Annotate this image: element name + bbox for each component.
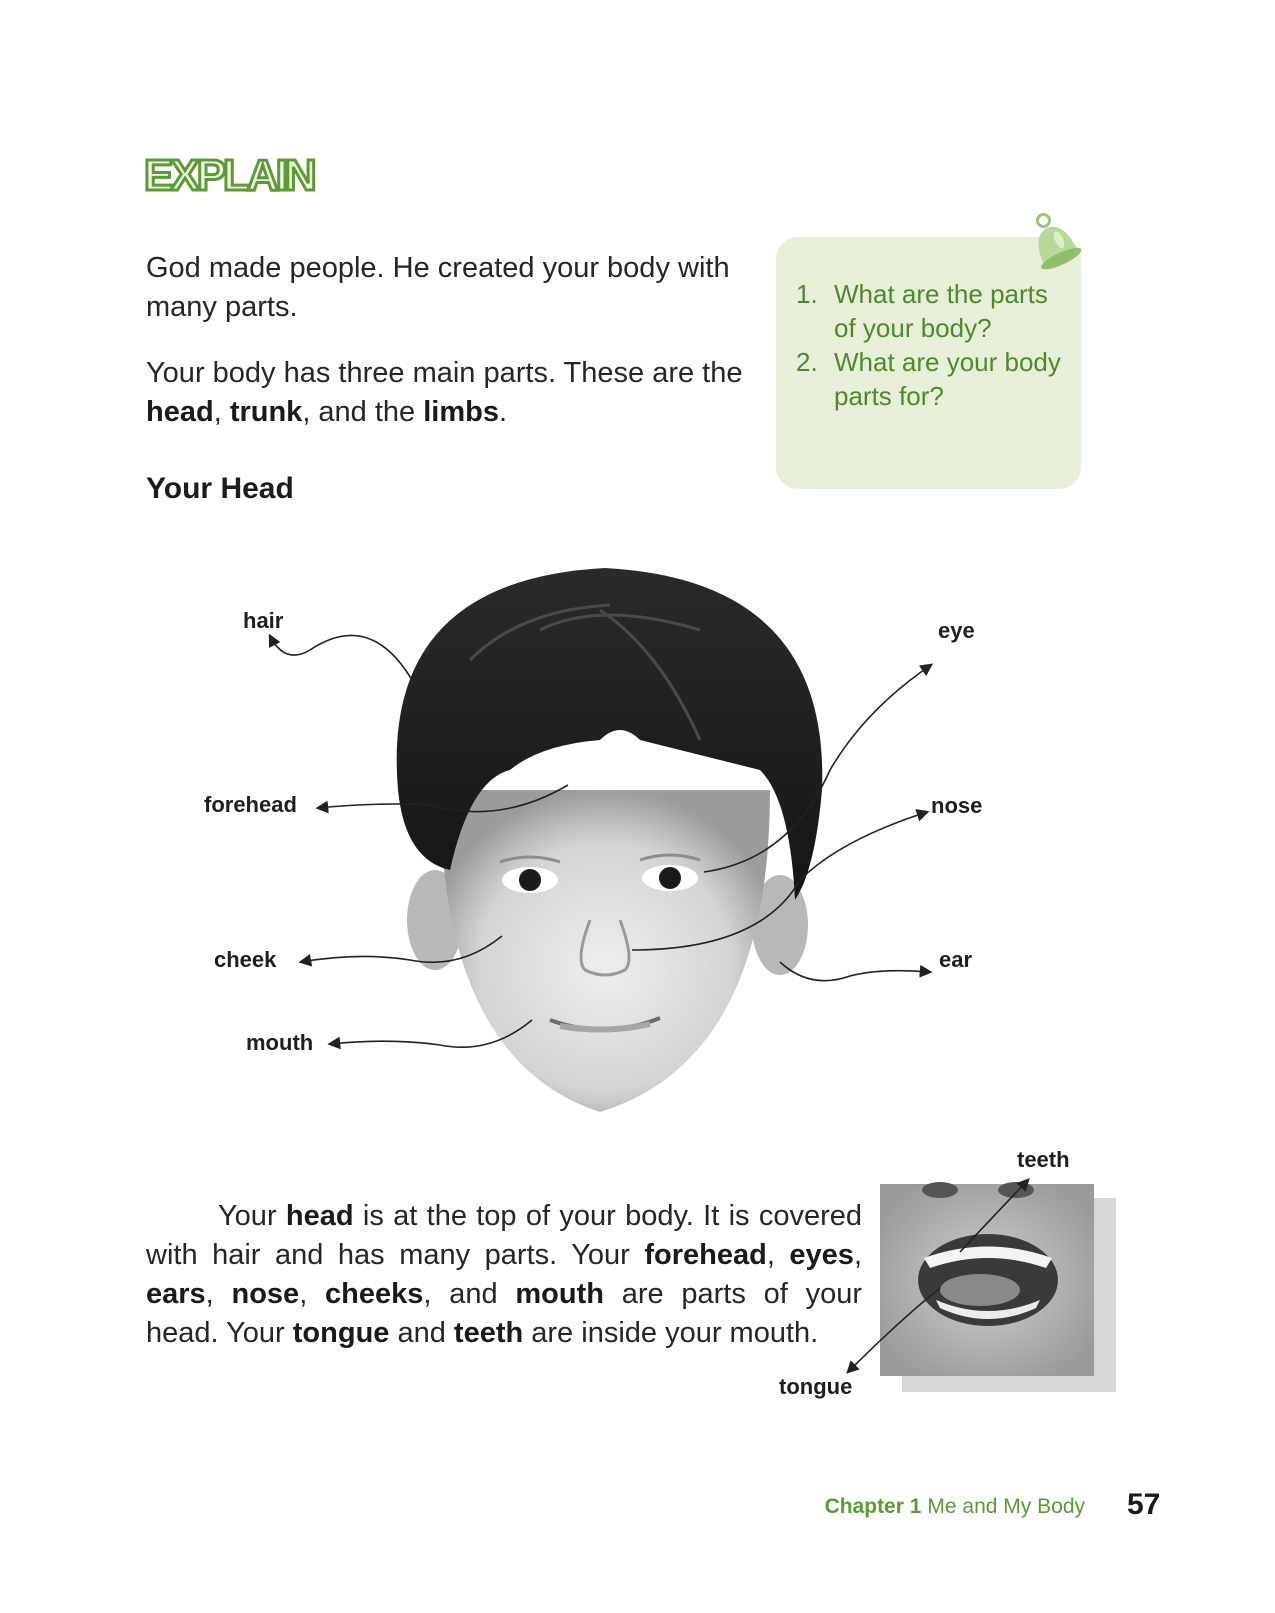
explain-tag: EXPLAIN — [144, 151, 314, 200]
chapter-title: Me and My Body — [927, 1495, 1085, 1518]
label-mouth: mouth — [246, 1030, 314, 1055]
label-cheek: cheek — [214, 947, 277, 972]
label-hair: hair — [243, 608, 284, 633]
child-face-photo — [397, 568, 823, 1112]
mouth-photo — [840, 1140, 1140, 1420]
label-nose: nose — [931, 793, 983, 818]
face-diagram — [0, 540, 1275, 1140]
intro-paragraph-2: Your body has three main parts. These are the head, trunk, and the limbs. — [146, 357, 743, 428]
label-teeth: teeth — [1017, 1147, 1070, 1172]
chapter-number: Chapter 1 — [824, 1495, 922, 1518]
page-number: 57 — [1127, 1488, 1161, 1521]
question-item: 1. What are the parts of your body? — [796, 279, 1048, 343]
label-ear: ear — [939, 947, 973, 972]
label-forehead: forehead — [204, 792, 297, 817]
question-item: 2. What are your body parts for? — [796, 347, 1061, 411]
explain-logo — [140, 148, 320, 200]
intro-paragraph-1: God made people. He created your body with many parts. — [146, 252, 730, 323]
question-list — [796, 277, 1066, 413]
label-eye: eye — [938, 618, 975, 643]
label-tongue-text: tongue — [779, 1374, 853, 1399]
chapter-footer — [825, 1495, 1085, 1519]
section-heading: Your Head — [146, 472, 294, 505]
head-description-paragraph: Your head is at the top of your body. It is covered with hair and has many parts. Your forehead, eyes, ears, nose, cheeks, and mouth are parts of your head. Your tongue and teeth are inside your mouth. — [146, 1200, 862, 1349]
bell-icon — [1014, 208, 1086, 280]
